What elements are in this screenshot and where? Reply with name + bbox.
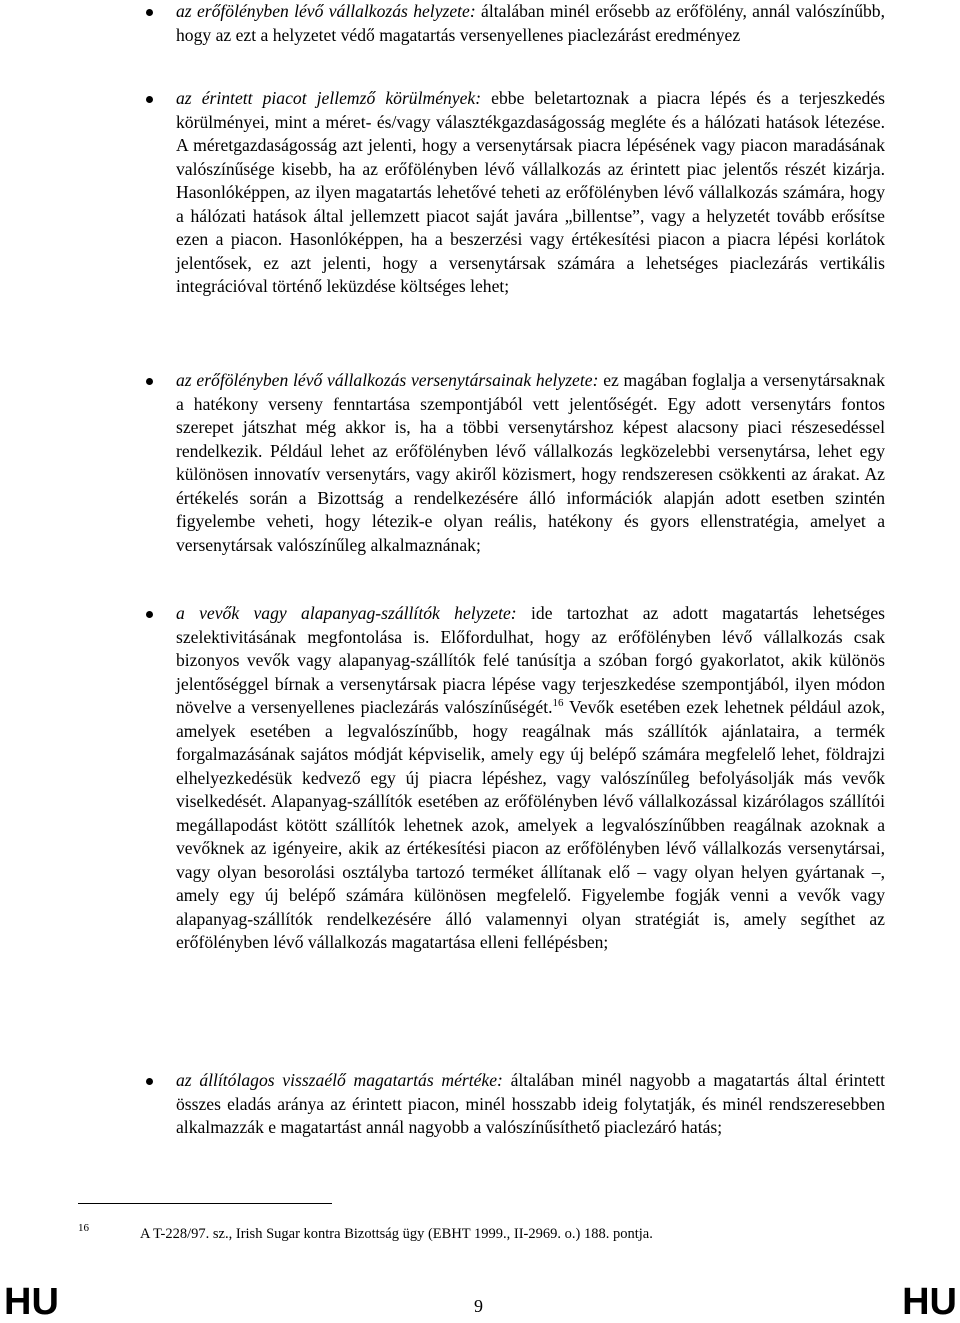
bullet-icon [146,611,153,618]
footnote-number: 16 [78,1222,89,1234]
footnote-reference[interactable]: 16 [552,697,564,709]
footnote-text: A T-228/97. sz., Irish Sugar kontra Bizottság ügy (EBHT 1999., II-2969. o.) 188. pontja. [140,1226,653,1242]
bullet-body: általában minél nagyobb a magatartás által érintett összes eladás aránya az érintett piacon, minél hosszabb ideig folytatják, és minél rendszeresebben alkalmazzák e magatartást annál nagyobb a valószínűsíthető piaclezáró hatás; [176,1070,886,1137]
bullet-body: ez magában foglalja a versenytársaknak a hatékony verseny fenntartása szempontjából vett jelentőségét. Egy adott versenytárs fontos szerepet játszhat még akkor is, ha a többi versenytárshoz képest alacsony piaci részesedéssel rendelkezik. Például lehet az erőfölényben lévő vállalkozás legközelebbi versenytársa, lehet egy különösen innovatív versenytárs, vagy akiről közismert, hogy rendszeresen csökkenti az árakat. Az értékelés során a Bizottság a rendelkezésére álló információk alapján adott esetben szintén figyelembe veheti, hogy létezik-e olyan reális, hatékony és gyors ellenstratégia, amelyet a versenytársak valószínűleg alkalmaznának; [176,370,885,555]
bullet-lead: az érintett piacot jellemző körülmények: [176,88,482,108]
bullet-item-abuse-scale [176,1069,885,1140]
bullet-body: ide tartozhat az adott magatartás lehetséges szelektivitásának megfontolása is. Előfordulhat, hogy az erőfölényben lévő vállalkozás csak bizonyos vevők vagy alapanyag-szállítók felé tanúsítja a szóban forgó gyakorlatot, akik különös jelentőséggel bírnak a versenytársak piacra lépése vagy terjeszkedése szempontjából, ilyen módon növelve a versenyellenes piaclezárás valószínűségét. [176,603,885,717]
bullet-lead: az erőfölényben lévő vállalkozás versenytársainak helyzete: [176,370,599,390]
bullet-body: általában minél erősebb az erőfölény, annál valószínűbb, hogy az ezt a helyzetet védő magatartás versenyellenes piaclezárást eredményez [176,1,886,45]
bullet-icon [146,1078,153,1085]
page-number: 9 [474,1296,483,1316]
bullet-body-continued: Vevők esetében ezek lehetnek például azok, amelyek esetében a legvalószínűbb, hogy reagálnak más szállítók ajánlataira, a termék forgalmazásának sajátos módját képviselik, amely egy új belépő számára megfelelő lehet, földrajzi elhelyezkedésük kedvező egy új piacra lépéshez, vagy valószínűleg befolyásolják más vevők viselkedését. Alapanyag-szállítók esetében az erőfölényben lévő vállalkozással kizárólagos szállítói megállapodást kötött szállítók lehetnek azok, amelyek a legvalószínűbben reagálnak azoknak a vevőknek az igényeire, akik az értékesítési piacon az erőfölényben lévő vállalkozás versenytársai, vagy olyan besorolási osztályba tartozó terméket állítanak elő – vagy olyan helyen gyártanak –, amely egy új belépő számára különösen megfelelő. Figyelembe fogják venni a vevők vagy alapanyag-szállítók rendelkezésére álló valamennyi olyan stratégiát is, amely segíthet az erőfölényben lévő vállalkozás magatartása elleni fellépésben; [176,697,885,952]
bullet-body: ebbe beletartoznak a piacra lépés és a terjeszkedés körülményei, mint a méret- és/vagy választékgazdaságosság megléte és a hálózati hatások létezése. A méretgazdaságosság azt jelenti, hogy a versenytársak piacra lépésének vagy piacon maradásának valószínűsége kisebb, ha az erőfölényben lévő vállalkozás az érintett piac jelentős részét kizárja. Hasonlóképpen, az ilyen magatartás lehetővé teheti az erőfölényben lévő vállalkozás számára, hogy a hálózati hatások által jellemzett piacot saját javára „billentse”, vagy a helyzetét tovább erősítse ezen a piacon. Hasonlóképpen, ha a beszerzési vagy értékesítési piacon a piacra lépési korlátok jelentősek, ez azt jelenti, hogy a versenytársak számára a lehetséges piaclezárás vertikális integrációval történő leküzdése költséges lehet; [176,88,885,296]
footer-language-right: HU [902,1281,957,1323]
bullet-lead: az erőfölényben lévő vállalkozás helyzete: [176,1,476,21]
bullet-icon [146,9,153,16]
bullet-item-customers-suppliers [176,602,885,955]
bullet-lead: a vevők vagy alapanyag-szállítók helyzete: [176,603,517,623]
footnote-divider [78,1203,332,1204]
bullet-lead: az állítólagos visszaélő magatartás mértéke: [176,1070,503,1090]
bullet-item-competitors [176,369,885,557]
bullet-item-market-conditions [176,87,885,299]
bullet-item-dominant-position [176,0,885,47]
footer-language-left: HU [4,1281,59,1323]
bullet-icon [146,378,153,385]
bullet-icon [146,96,153,103]
